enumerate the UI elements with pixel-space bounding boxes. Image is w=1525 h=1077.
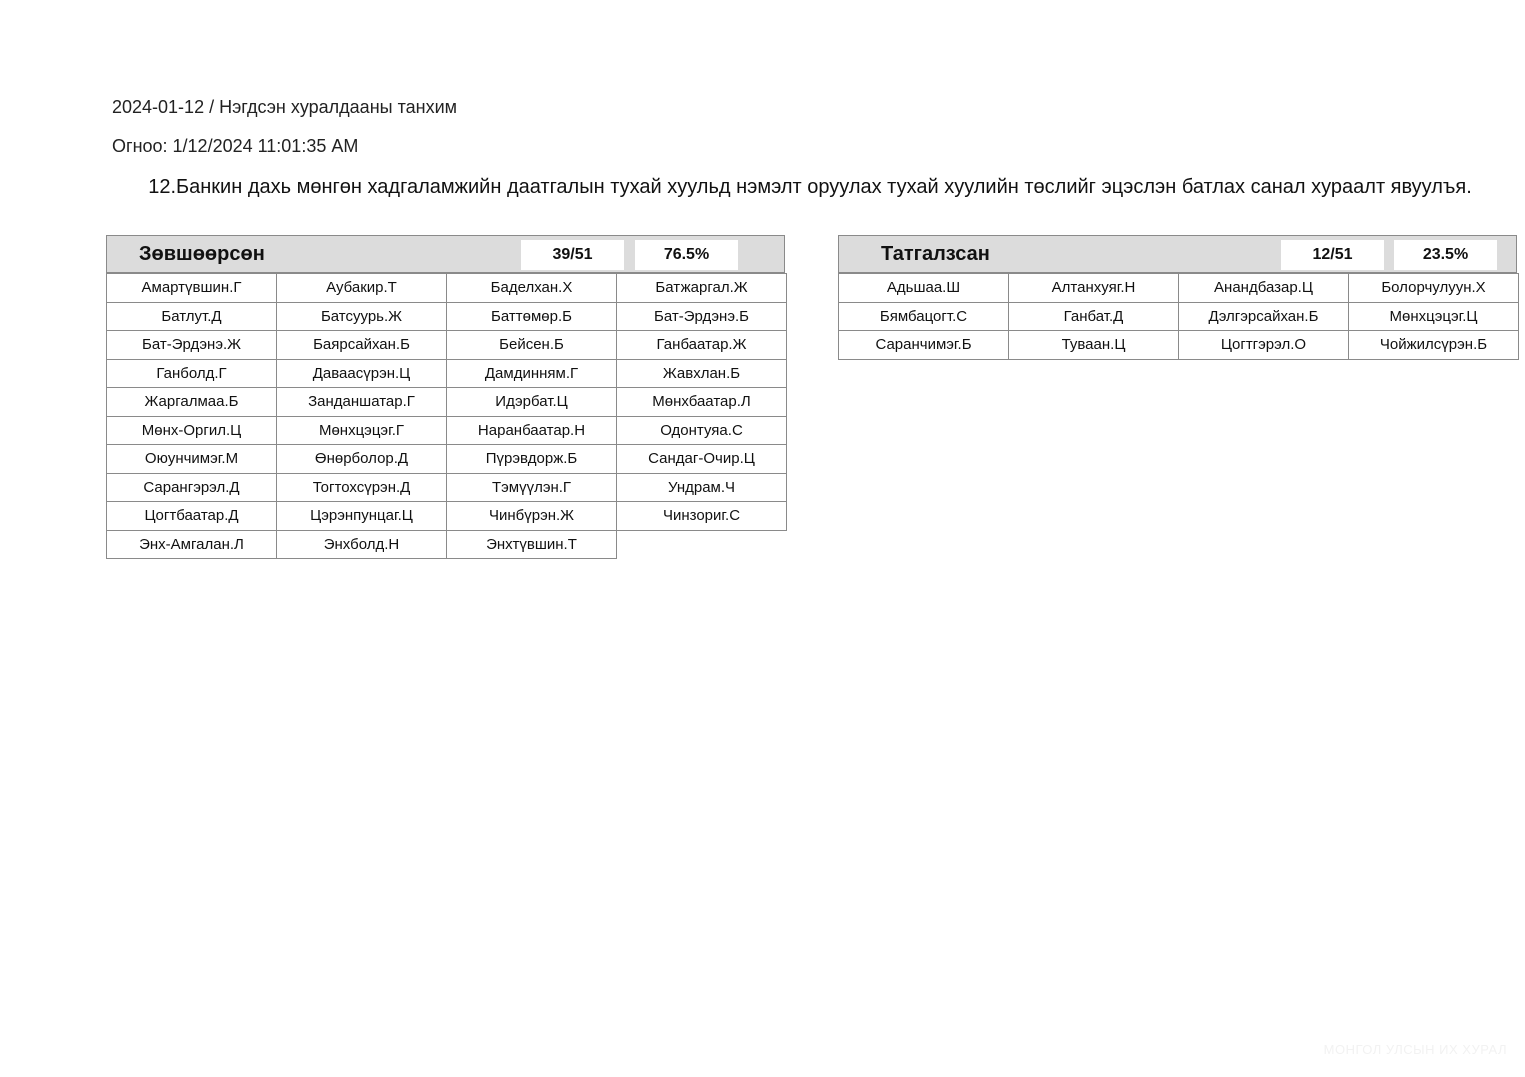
member-cell: Аубакир.Т — [276, 273, 447, 303]
member-cell: Мөнхцэцэг.Ц — [1348, 302, 1519, 332]
session-header: 2024-01-12 / Нэгдсэн хуралдааны танхим — [112, 97, 457, 117]
member-cell: Баделхан.Х — [446, 273, 617, 303]
approved-panel — [106, 235, 786, 558]
member-cell: Ганбаатар.Ж — [616, 330, 787, 360]
rejected-percent: 23.5% — [1394, 240, 1497, 270]
member-cell: Энх-Амгалан.Л — [106, 530, 277, 560]
member-cell: Ганбат.Д — [1008, 302, 1179, 332]
member-cell: Бат-Эрдэнэ.Ж — [106, 330, 277, 360]
member-cell: Туваан.Ц — [1008, 330, 1179, 360]
member-cell: Бямбацогт.С — [838, 302, 1009, 332]
rejected-header — [838, 235, 1517, 273]
approved-members-grid — [106, 273, 786, 558]
member-cell: Цогтбаатар.Д — [106, 501, 277, 531]
member-cell: Дэлгэрсайхан.Б — [1178, 302, 1349, 332]
member-cell: Өнөрболор.Д — [276, 444, 447, 474]
motion-title: 12.Банкин дахь мөнгөн хадгаламжийн даатгалын тухай хуульд нэмэлт оруулах тухай хуулийн төслийг эцэслэн батлах санал хураалт явуулъя. — [148, 176, 1472, 198]
member-cell: Тэмүүлэн.Г — [446, 473, 617, 503]
member-cell: Ундрам.Ч — [616, 473, 787, 503]
member-cell: Мөнхбаатар.Л — [616, 387, 787, 417]
member-cell: Сандаг-Очир.Ц — [616, 444, 787, 474]
member-cell: Саранчимэг.Б — [838, 330, 1009, 360]
member-cell: Чинзориг.С — [616, 501, 787, 531]
approved-header — [106, 235, 785, 273]
member-cell: Энхболд.Н — [276, 530, 447, 560]
member-cell: Ганболд.Г — [106, 359, 277, 389]
member-cell: Дамдинням.Г — [446, 359, 617, 389]
rejected-count: 12/51 — [1281, 240, 1384, 270]
approved-label: Зөвшөөрсөн — [139, 243, 265, 265]
member-cell: Батжаргал.Ж — [616, 273, 787, 303]
member-cell: Мөнхцэцэг.Г — [276, 416, 447, 446]
member-cell: Алтанхуяг.Н — [1008, 273, 1179, 303]
watermark: МОНГОЛ УЛСЫН ИХ ХУРАЛ — [1323, 1042, 1507, 1057]
member-cell: Бат-Эрдэнэ.Б — [616, 302, 787, 332]
member-cell: Баярсайхан.Б — [276, 330, 447, 360]
member-cell: Наранбаатар.Н — [446, 416, 617, 446]
approved-percent: 76.5% — [635, 240, 738, 270]
member-cell: Пүрэвдорж.Б — [446, 444, 617, 474]
member-cell: Сарангэрэл.Д — [106, 473, 277, 503]
member-cell: Оюунчимэг.М — [106, 444, 277, 474]
rejected-members-grid — [838, 273, 1518, 359]
member-cell: Идэрбат.Ц — [446, 387, 617, 417]
member-cell: Бейсен.Б — [446, 330, 617, 360]
member-cell: Батсуурь.Ж — [276, 302, 447, 332]
member-cell: Баттөмөр.Б — [446, 302, 617, 332]
member-cell: Чойжилсүрэн.Б — [1348, 330, 1519, 360]
vote-date: Огноо: 1/12/2024 11:01:35 AM — [112, 136, 359, 156]
member-cell: Цогтгэрэл.О — [1178, 330, 1349, 360]
member-cell: Даваасүрэн.Ц — [276, 359, 447, 389]
member-cell: Одонтуяа.С — [616, 416, 787, 446]
approved-count: 39/51 — [521, 240, 624, 270]
member-cell: Батлут.Д — [106, 302, 277, 332]
member-cell: Энхтүвшин.Т — [446, 530, 617, 560]
member-cell: Тогтохсүрэн.Д — [276, 473, 447, 503]
member-cell: Жавхлан.Б — [616, 359, 787, 389]
member-cell: Мөнх-Оргил.Ц — [106, 416, 277, 446]
rejected-panel — [838, 235, 1518, 359]
member-cell: Жаргалмаа.Б — [106, 387, 277, 417]
member-cell: Амартүвшин.Г — [106, 273, 277, 303]
member-cell: Адьшаа.Ш — [838, 273, 1009, 303]
member-cell: Цэрэнпунцаг.Ц — [276, 501, 447, 531]
member-cell: Анандбазар.Ц — [1178, 273, 1349, 303]
rejected-label: Татгалзсан — [881, 243, 990, 265]
member-cell: Чинбүрэн.Ж — [446, 501, 617, 531]
member-cell: Болорчулуун.Х — [1348, 273, 1519, 303]
member-cell: Занданшатар.Г — [276, 387, 447, 417]
